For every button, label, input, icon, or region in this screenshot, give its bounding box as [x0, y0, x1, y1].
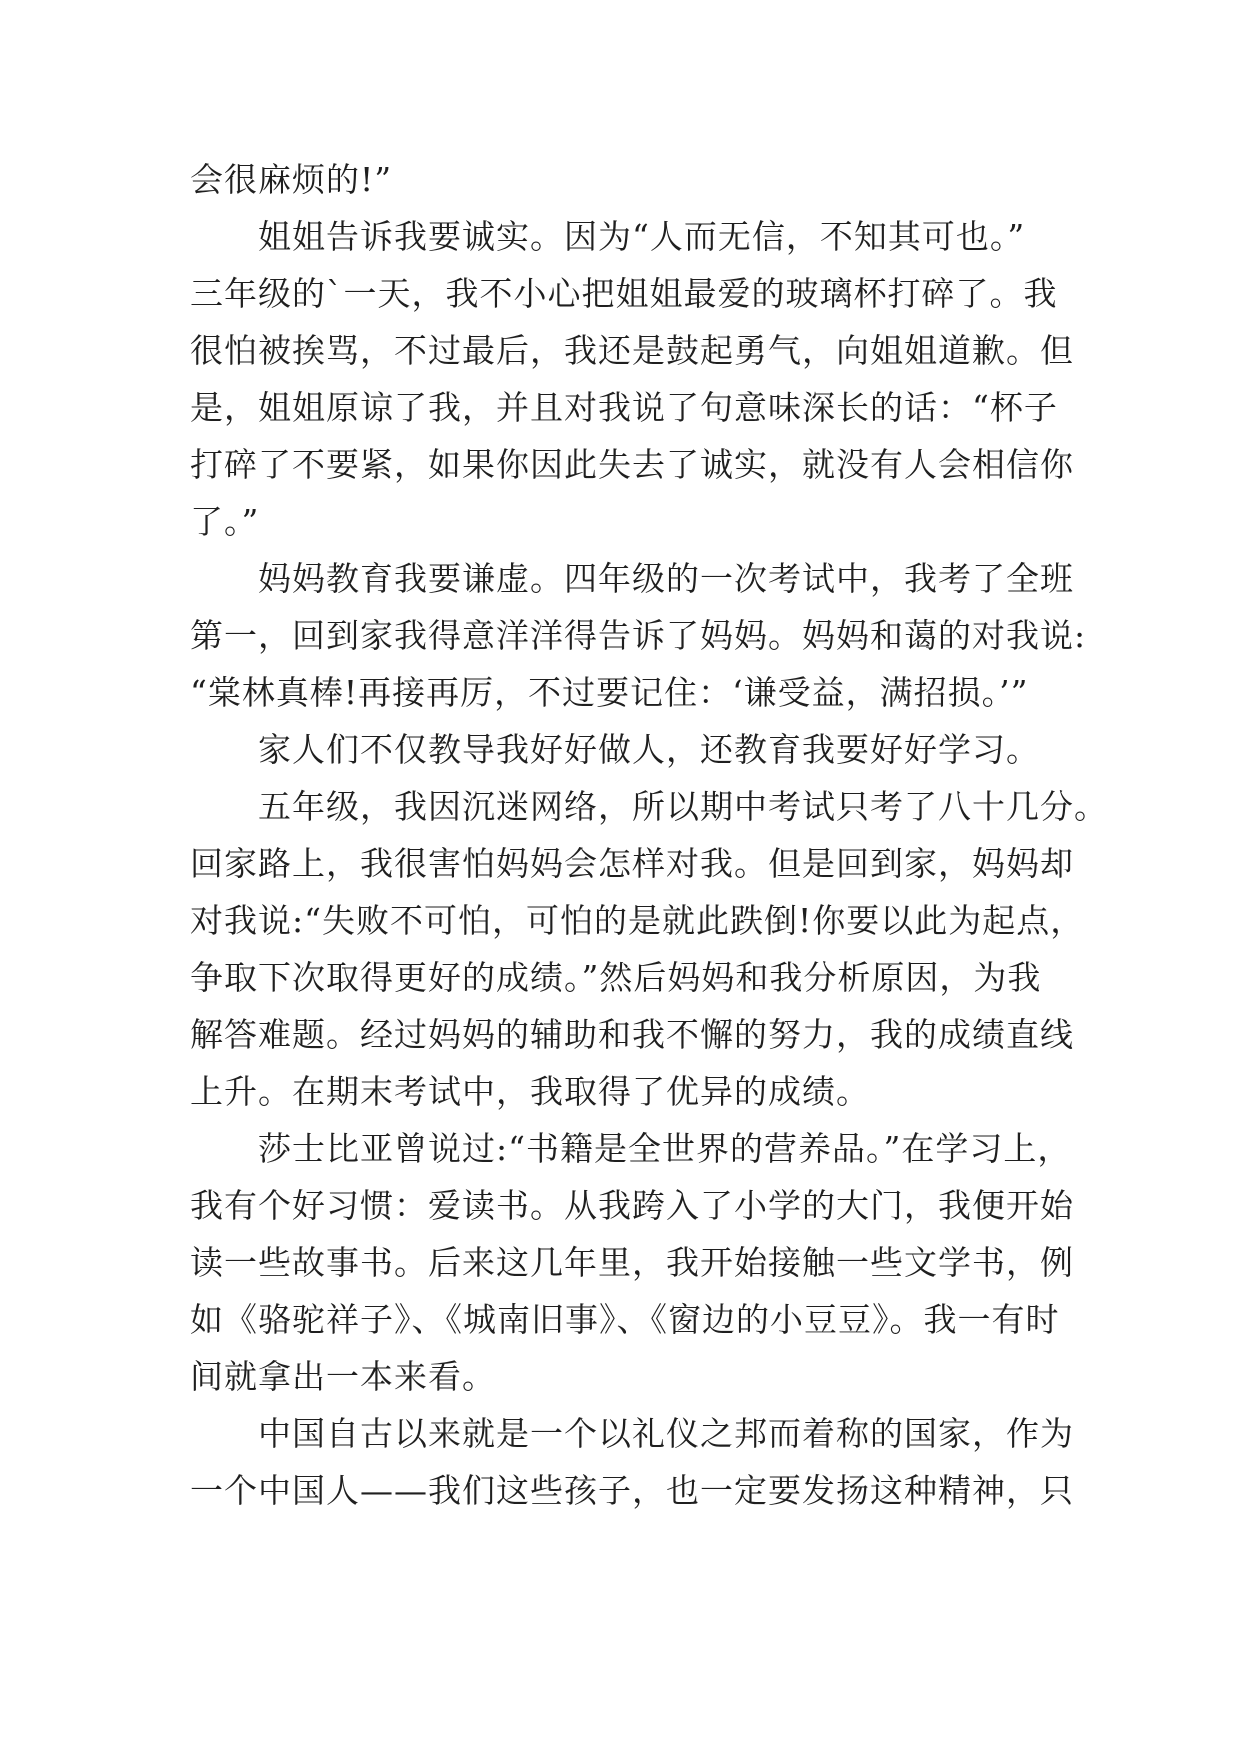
text-line: 是，姐姐原谅了我，并且对我说了句意味深长的话：“杯子 [190, 388, 1058, 427]
text-line: 回家路上，我很害怕妈妈会怎样对我。但是回到家，妈妈却 [190, 844, 1074, 883]
text-line: 我有个好习惯：爱读书。从我跨入了小学的大门，我便开始 [190, 1186, 1074, 1225]
essay-body [190, 151, 1108, 1519]
text-line: 争取下次取得更好的成绩。”然后妈妈和我分析原因，为我 [190, 958, 1042, 997]
text-line: 中国自古以来就是一个以礼仪之邦而着称的国家，作为 [190, 1414, 1074, 1453]
text-line: 会很麻烦的!” [190, 160, 393, 199]
text-line: 姐姐告诉我要诚实。因为“人而无信，不知其可也。” [190, 217, 1026, 256]
text-line: “棠林真棒!再接再厉，不过要记住：‘谦受益，满招损。’” [190, 673, 1029, 712]
text-line: 打碎了不要紧，如果你因此失去了诚实，就没有人会相信你 [190, 445, 1074, 484]
text-line: 读一些故事书。后来这几年里，我开始接触一些文学书，例 [190, 1243, 1074, 1282]
text-line: 上升。在期末考试中，我取得了优异的成绩。 [190, 1072, 870, 1111]
text-line: 如《骆驼祥子》、《城南旧事》、《窗边的小豆豆》。我一有时 [190, 1300, 1060, 1339]
text-line: 三年级的`一天，我不小心把姐姐最爱的玻璃杯打碎了。我 [190, 274, 1058, 313]
text-line: 一个中国人——我们这些孩子，也一定要发扬这种精神，只 [190, 1471, 1074, 1510]
text-line: 了。” [190, 502, 260, 541]
text-line: 第一，回到家我得意洋洋得告诉了妈妈。妈妈和蔼的对我说: [190, 616, 1087, 655]
text-line: 五年级，我因沉迷网络，所以期中考试只考了八十几分。 [190, 787, 1108, 826]
text-line: 间就拿出一本来看。 [190, 1357, 496, 1396]
text-line: 很怕被挨骂，不过最后，我还是鼓起勇气，向姐姐道歉。但 [190, 331, 1074, 370]
text-line: 妈妈教育我要谦虚。四年级的一次考试中，我考了全班 [190, 559, 1074, 598]
text-line: 家人们不仅教导我好好做人，还教育我要好好学习。 [190, 730, 1040, 769]
text-line: 对我说:“失败不可怕，可怕的是就此跌倒!你要以此为起点， [190, 901, 1085, 940]
text-line: 莎士比亚曾说过:“书籍是全世界的营养品。”在学习上， [190, 1129, 1072, 1168]
text-line: 解答难题。经过妈妈的辅助和我不懈的努力，我的成绩直线 [190, 1015, 1074, 1054]
